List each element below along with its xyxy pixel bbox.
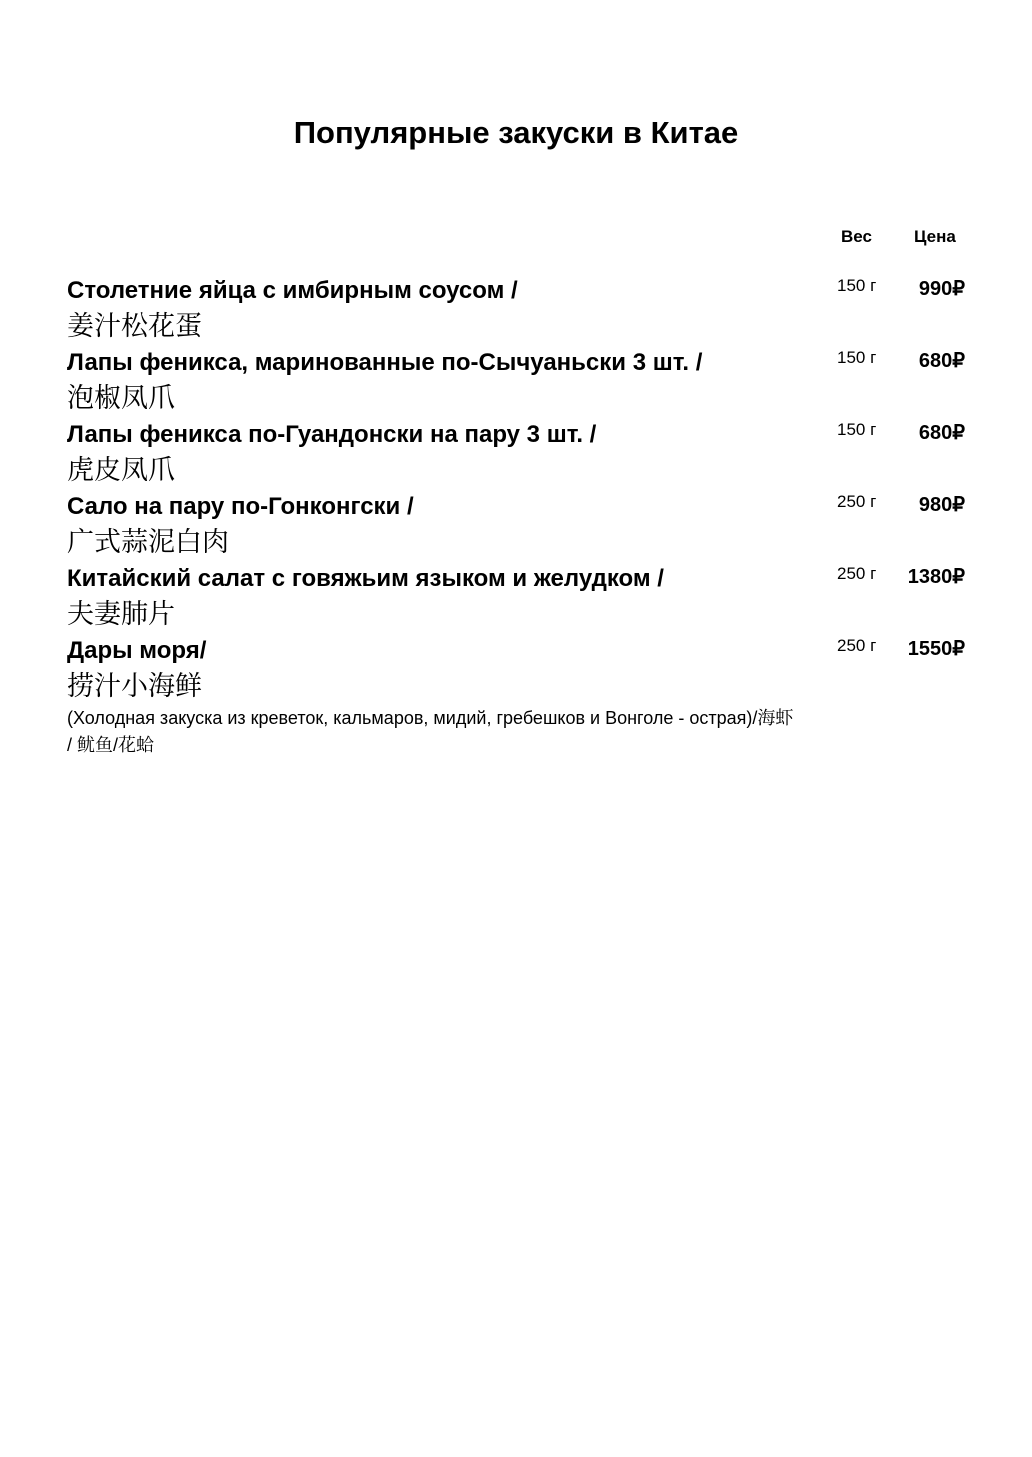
column-header-price: Цена [914,227,956,246]
item-name-ru: Столетние яйца с имбирным соусом / [67,277,518,304]
item-name-zh: 广式蒜泥白肉 [67,527,229,558]
menu-item [67,489,965,561]
menu-item [67,633,965,705]
menu-item [67,417,965,489]
item-note-line: / 鱿鱼/花蛤 [67,735,155,755]
item-price: 680₽ [918,422,965,444]
item-price: 680₽ [918,350,965,372]
item-name-ru: Китайский салат с говяжьим языком и желудком / [67,565,664,592]
item-weight: 150 г [837,348,877,367]
item-price: 1550₽ [907,638,965,660]
column-header-weight: Вес [841,227,872,246]
item-price: 980₽ [918,494,965,516]
item-weight: 150 г [837,420,877,439]
item-note-line: (Холодная закуска из креветок, кальмаров, мидий, гребешков и Вонголе - острая)/海虾 [67,708,794,728]
item-name-ru: Лапы феникса по-Гуандонски на пару 3 шт. / [67,421,597,448]
item-name-zh: 泡椒凤爪 [67,383,175,414]
item-name-zh: 捞汁小海鲜 [67,671,202,702]
item-weight: 250 г [837,564,877,583]
item-name-ru: Дары моря/ [67,637,207,664]
item-weight: 150 г [837,276,877,295]
menu-item [67,273,965,345]
menu-item [67,345,965,417]
item-name-ru: Лапы феникса, маринованные по-Сычуаньски 3 шт. / [67,349,703,376]
item-name-zh: 姜汁松花蛋 [67,311,202,342]
item-name-ru: Сало на пару по-Гонконгски / [67,493,414,520]
item-price: 990₽ [918,278,965,300]
item-weight: 250 г [837,636,877,655]
item-note [67,705,827,759]
item-weight: 250 г [837,492,877,511]
item-name-zh: 夫妻肺片 [67,599,175,630]
item-price: 1380₽ [907,566,965,588]
item-name-zh: 虎皮凤爪 [67,455,175,486]
menu-item [67,561,965,633]
menu-title: Популярные закуски в Китае [293,115,739,150]
menu-items-list [67,273,965,705]
